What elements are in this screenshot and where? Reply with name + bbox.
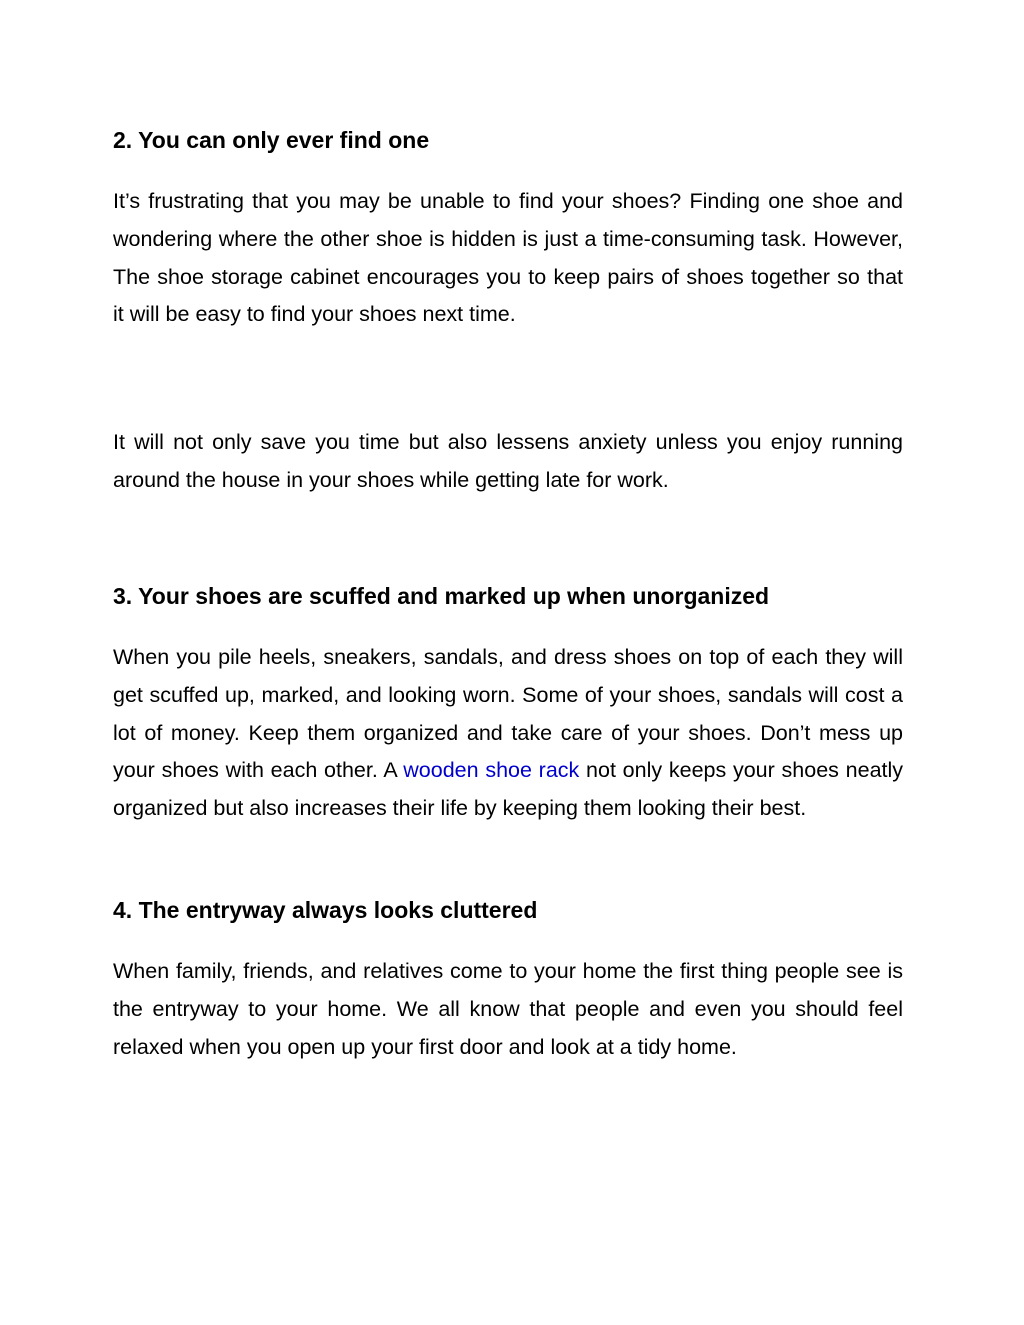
- paragraph-text: not only keeps your shoes neatly organized but also increases their life by keeping them looking their best.: [113, 758, 904, 821]
- section-2-paragraph-1: [113, 183, 903, 334]
- paragraph-text: When you pile heels, sneakers, sandals, and dress shoes on top of each they will get scuffed up, marked, and looking worn. Some of your shoes, sandals will cost a lot of money. Keep them organized and take care of your shoes. Don’t mess up your shoes with each other. A: [113, 645, 903, 783]
- section-3-paragraph: [113, 639, 903, 828]
- paragraph: When family, friends, and relatives come to your home the first thing people see is the entryway to your home. We all know that people and even you should feel relaxed when you open up your first door and look at a tidy home.: [113, 959, 903, 1059]
- section-4: [113, 895, 903, 925]
- paragraph: [113, 639, 903, 828]
- section-heading: 4. The entryway always looks cluttered: [113, 897, 538, 923]
- paragraph: It’s frustrating that you may be unable to find your shoes? Finding one shoe and wondering where the other shoe is hidden is just a time-consuming task. However, The shoe storage cabinet encourages you to keep pairs of shoes together so that it will be easy to find your shoes next time.: [113, 189, 903, 327]
- section-3: [113, 581, 903, 611]
- section-4-paragraph: [113, 953, 903, 1066]
- wooden-shoe-rack-link[interactable]: wooden shoe rack: [403, 758, 580, 783]
- section-heading: 3. Your shoes are scuffed and marked up when unorganized: [113, 583, 770, 609]
- section-2-paragraph-2: [113, 424, 903, 500]
- paragraph: It will not only save you time but also lessens anxiety unless you enjoy running around the house in your shoes while getting late for work.: [113, 430, 903, 492]
- section-heading: 2. You can only ever find one: [113, 127, 430, 153]
- section-2: [113, 125, 903, 155]
